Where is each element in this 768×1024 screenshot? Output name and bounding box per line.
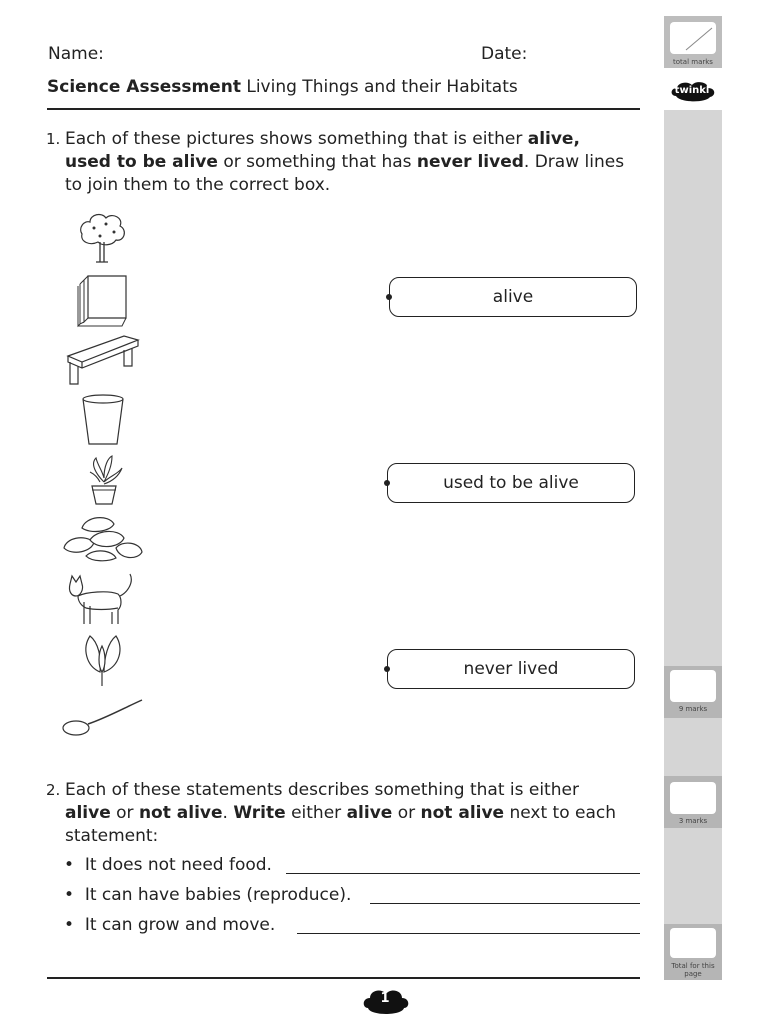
page-number-badge [360,986,410,1016]
twinkl-logo [670,80,716,104]
q1-text [65,128,645,197]
date-label: Date: [481,44,528,64]
q2-line-1: Each of these statements describes something that is either [65,780,579,800]
page-number: 1 [380,991,390,1006]
paper-stack-icon [74,272,130,328]
name-label: Name: [48,44,104,64]
q2-marks-label: 3 marks [678,817,708,825]
footer-divider [47,977,640,979]
box-never-lived[interactable] [387,649,635,689]
title-rest: Living Things and their Habitats [246,77,518,97]
connector-dot[interactable] [384,666,390,672]
page-total-label: Total for this page [671,962,715,978]
q1-line-3: to join them to the correct box. [65,175,331,195]
bench-icon [64,332,142,388]
box-never-label: never lived [463,659,559,679]
q1-marks-label: 9 marks [678,705,708,713]
answer-line-1[interactable] [286,873,640,874]
statement-3: • It can grow and move. [64,915,276,935]
box-alive[interactable] [389,277,637,317]
total-marks-box[interactable] [670,22,716,54]
total-marks-label: total marks [673,58,713,66]
statement-1: • It does not need food. [64,855,272,875]
logo-text: twinkl [674,85,710,96]
answer-line-3[interactable] [297,933,640,934]
connector-dot[interactable] [384,480,390,486]
slash-icon [670,22,716,54]
q1-number: 1. [46,130,61,148]
tree-icon [76,210,128,266]
q2-text [65,779,645,848]
answer-line-2[interactable] [370,903,640,904]
rocks-icon [60,512,146,564]
sidebar-band-1 [664,110,722,666]
sidebar-band-2 [664,718,722,776]
box-alive-label: alive [492,287,534,307]
q1-line-2: used to be alive or something that has never lived. Draw lines [65,152,625,172]
title-bold: Science Assessment [47,77,241,97]
box-used-to-be-alive[interactable] [387,463,635,503]
cat-icon [64,572,140,628]
potted-plant-icon [82,452,126,508]
connector-dot[interactable] [386,294,392,300]
q2-line-3: statement: [65,826,159,846]
statement-2: • It can have babies (reproduce). [64,885,352,905]
cup-icon [80,392,126,448]
sidebar-band-3 [664,828,722,924]
box-used-label: used to be alive [443,473,579,493]
q2-line-2: alive or not alive. Write either alive or not alive next to each [65,803,617,823]
leaf-icon [80,632,126,688]
q1-marks-box[interactable] [670,670,716,702]
page-total-box[interactable] [670,928,716,958]
q2-marks-box[interactable] [670,782,716,814]
header-divider [47,108,640,110]
q1-line-1: Each of these pictures shows something that is either alive, [65,129,580,149]
spoon-icon [60,696,146,740]
q2-number: 2. [46,781,61,799]
page-title [47,77,518,97]
